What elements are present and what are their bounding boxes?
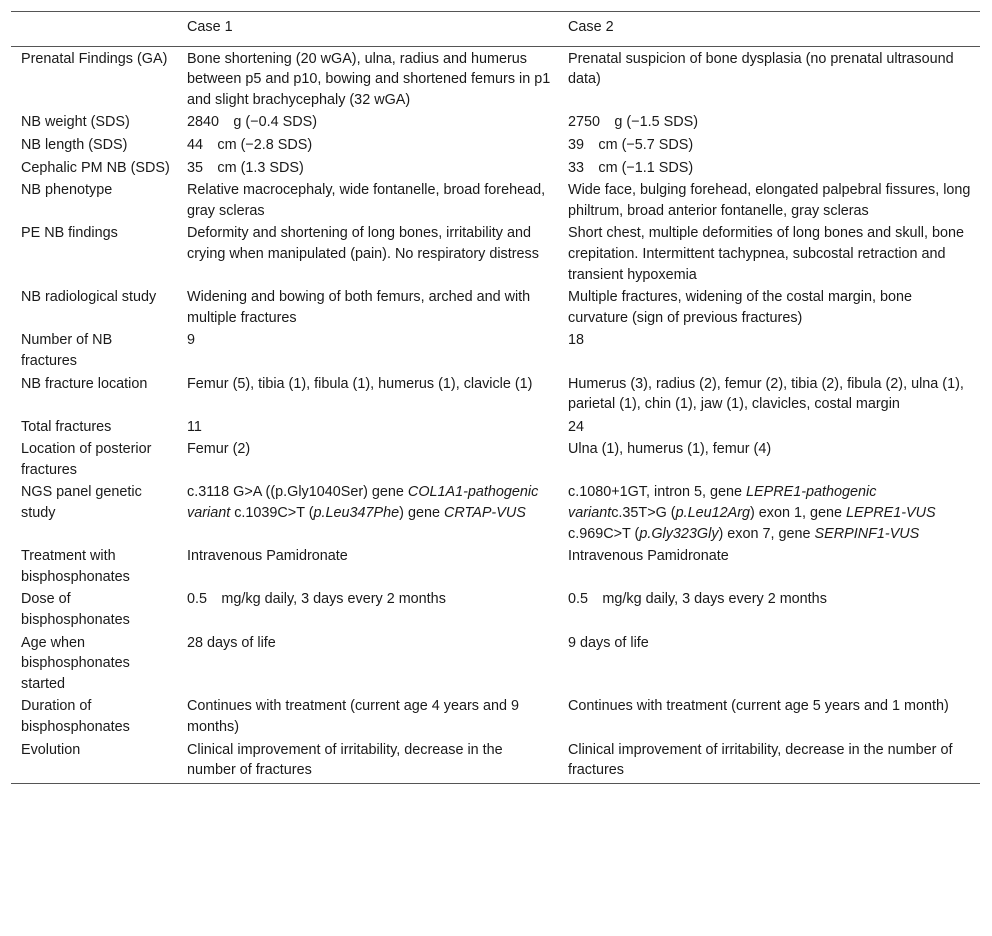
clinical-comparison-table bbox=[11, 11, 980, 784]
row-label: NB length (SDS) bbox=[21, 136, 128, 153]
table-row bbox=[11, 287, 980, 330]
case-2-cell: Humerus (3), radius (2), femur (2), tibia (2), fibula (2), ulna (1), parietal (1), chin (1), jaw (1), clavicles, costal margin bbox=[568, 375, 964, 413]
table-row bbox=[11, 439, 980, 482]
case-1-cell: 9 bbox=[187, 332, 196, 349]
case-2-cell: Continues with treatment (current age 5 years and 1 month) bbox=[568, 698, 949, 715]
case-1-cell: Femur (5), tibia (1), fibula (1), humerus (1), clavicle (1) bbox=[187, 375, 533, 392]
case-1-cell: 35 cm (1.3 SDS) bbox=[187, 159, 304, 176]
case-1-cell: Relative macrocephaly, wide fontanelle, broad forehead, gray scleras bbox=[187, 182, 546, 219]
table-row bbox=[11, 112, 980, 135]
case-1-cell: 0.5 mg/kg daily, 3 days every 2 months bbox=[187, 591, 446, 608]
row-label: Evolution bbox=[21, 741, 81, 758]
row-label: Treatment with bisphosphonates bbox=[21, 548, 130, 585]
case-2-cell: 9 days of life bbox=[568, 634, 649, 651]
table-row bbox=[11, 546, 980, 589]
table-row bbox=[11, 223, 980, 287]
row-label: Age when bisphosphonates started bbox=[21, 634, 130, 692]
header-case-2: Case 2 bbox=[568, 19, 614, 35]
table-row bbox=[11, 417, 980, 440]
row-label: Location of posterior fractures bbox=[21, 441, 152, 478]
case-2-cell bbox=[558, 482, 980, 546]
case-2-cell: 33 cm (−1.1 SDS) bbox=[568, 159, 694, 176]
table-row bbox=[11, 633, 980, 697]
case-1-cell: Continues with treatment (current age 4 years and 9 months) bbox=[187, 698, 519, 735]
case-1-cell: Intravenous Pamidronate bbox=[187, 548, 348, 565]
case-2-cell: 0.5 mg/kg daily, 3 days every 2 months bbox=[568, 591, 827, 608]
gene-variant-italic: LEPRE1-pathogenic variant bbox=[568, 484, 877, 522]
table-row bbox=[11, 482, 980, 546]
protein-change-italic: p.Gly323Gly bbox=[639, 525, 719, 542]
row-label: Number of NB fractures bbox=[21, 332, 113, 369]
case-1-cell: 44 cm (−2.8 SDS) bbox=[187, 136, 313, 153]
text-segment: ) gene bbox=[399, 505, 444, 522]
table-row bbox=[11, 158, 980, 181]
row-label: Duration of bisphosphonates bbox=[21, 698, 130, 735]
row-label: Prenatal Findings (GA) bbox=[21, 50, 168, 67]
header-blank bbox=[11, 12, 177, 47]
row-label: NB phenotype bbox=[21, 182, 113, 199]
case-1-cell: Deformity and shortening of long bones, irritability and crying when manipulated (pain). No respiratory distress bbox=[187, 225, 539, 262]
text-segment: c.35T>G ( bbox=[611, 505, 676, 522]
case-2-cell: 24 bbox=[568, 418, 585, 435]
text-segment: ) exon 1, gene bbox=[750, 505, 847, 522]
gene-variant-italic: SERPINF1-VUS bbox=[814, 525, 920, 542]
table-row bbox=[11, 374, 980, 417]
case-1-cell: 11 bbox=[187, 418, 202, 435]
gene-variant-italic: CRTAP-VUS bbox=[443, 505, 526, 522]
case-2-cell: Intravenous Pamidronate bbox=[568, 548, 729, 565]
header-row bbox=[11, 12, 980, 47]
table-row bbox=[11, 135, 980, 158]
row-label: NB radiological study bbox=[21, 289, 157, 306]
case-1-cell: Clinical improvement of irritability, decrease in the number of fractures bbox=[187, 741, 503, 779]
case-2-cell: Wide face, bulging forehead, elongated palpebral fissures, long philtrum, broad anterior fontanelle, gray scleras bbox=[568, 182, 971, 219]
row-label: PE NB findings bbox=[21, 225, 118, 242]
protein-change-italic: p.Leu347Phe bbox=[313, 505, 400, 522]
gene-variant-italic: LEPRE1-VUS bbox=[846, 505, 936, 522]
table-row bbox=[11, 330, 980, 373]
row-label: Total fractures bbox=[21, 418, 112, 435]
table-row bbox=[11, 46, 980, 112]
case-2-cell: 39 cm (−5.7 SDS) bbox=[568, 136, 694, 153]
row-label: NGS panel genetic study bbox=[21, 484, 142, 522]
row-label: Dose of bisphosphonates bbox=[21, 591, 130, 629]
protein-change-italic: p.Leu12Arg bbox=[675, 505, 751, 522]
case-1-cell bbox=[177, 482, 558, 546]
case-1-cell: Femur (2) bbox=[187, 441, 251, 458]
text-segment: c.3118 G>A ((p.Gly1040Ser) gene bbox=[187, 484, 408, 501]
table-row bbox=[11, 696, 980, 739]
text-segment: c.1080+1GT, intron 5, gene bbox=[568, 484, 747, 501]
gene-variant-italic: COL1A1-pathogenic variant bbox=[187, 484, 539, 522]
text-segment: c.1039C>T ( bbox=[230, 505, 314, 522]
table-row bbox=[11, 589, 980, 632]
table-row bbox=[11, 740, 980, 784]
table-body bbox=[11, 46, 980, 783]
text-segment: c.969C>T ( bbox=[568, 525, 640, 542]
case-1-cell: 2840 g (−0.4 SDS) bbox=[187, 114, 317, 131]
header-case-1: Case 1 bbox=[187, 19, 233, 35]
case-2-cell: Prenatal suspicion of bone dysplasia (no prenatal ultrasound data) bbox=[568, 50, 954, 88]
case-1-cell: Widening and bowing of both femurs, arched and with multiple fractures bbox=[187, 289, 531, 326]
row-label: Cephalic PM NB (SDS) bbox=[21, 159, 170, 176]
case-2-cell: Short chest, multiple deformities of long bones and skull, bone crepitation. Intermittent tachypnea, subcostal retraction and transient hypoxemia bbox=[568, 225, 964, 283]
case-2-cell: Clinical improvement of irritability, decrease in the number of fractures bbox=[568, 741, 953, 779]
case-2-cell: Multiple fractures, widening of the costal margin, bone curvature (sign of previous fractures) bbox=[568, 289, 912, 326]
table-row bbox=[11, 180, 980, 223]
case-1-cell: 28 days of life bbox=[187, 634, 276, 651]
row-label: NB weight (SDS) bbox=[21, 114, 130, 131]
case-1-cell: Bone shortening (20 wGA), ulna, radius and humerus between p5 and p10, bowing and shortened femurs in p1 and slight brachycephaly (32 wGA) bbox=[187, 50, 551, 108]
table-header bbox=[11, 12, 980, 47]
case-2-cell: 18 bbox=[568, 332, 585, 349]
case-2-cell: 2750 g (−1.5 SDS) bbox=[568, 114, 698, 131]
text-segment: ) exon 7, gene bbox=[718, 525, 815, 542]
case-2-cell: Ulna (1), humerus (1), femur (4) bbox=[568, 441, 772, 458]
row-label: NB fracture location bbox=[21, 375, 148, 392]
